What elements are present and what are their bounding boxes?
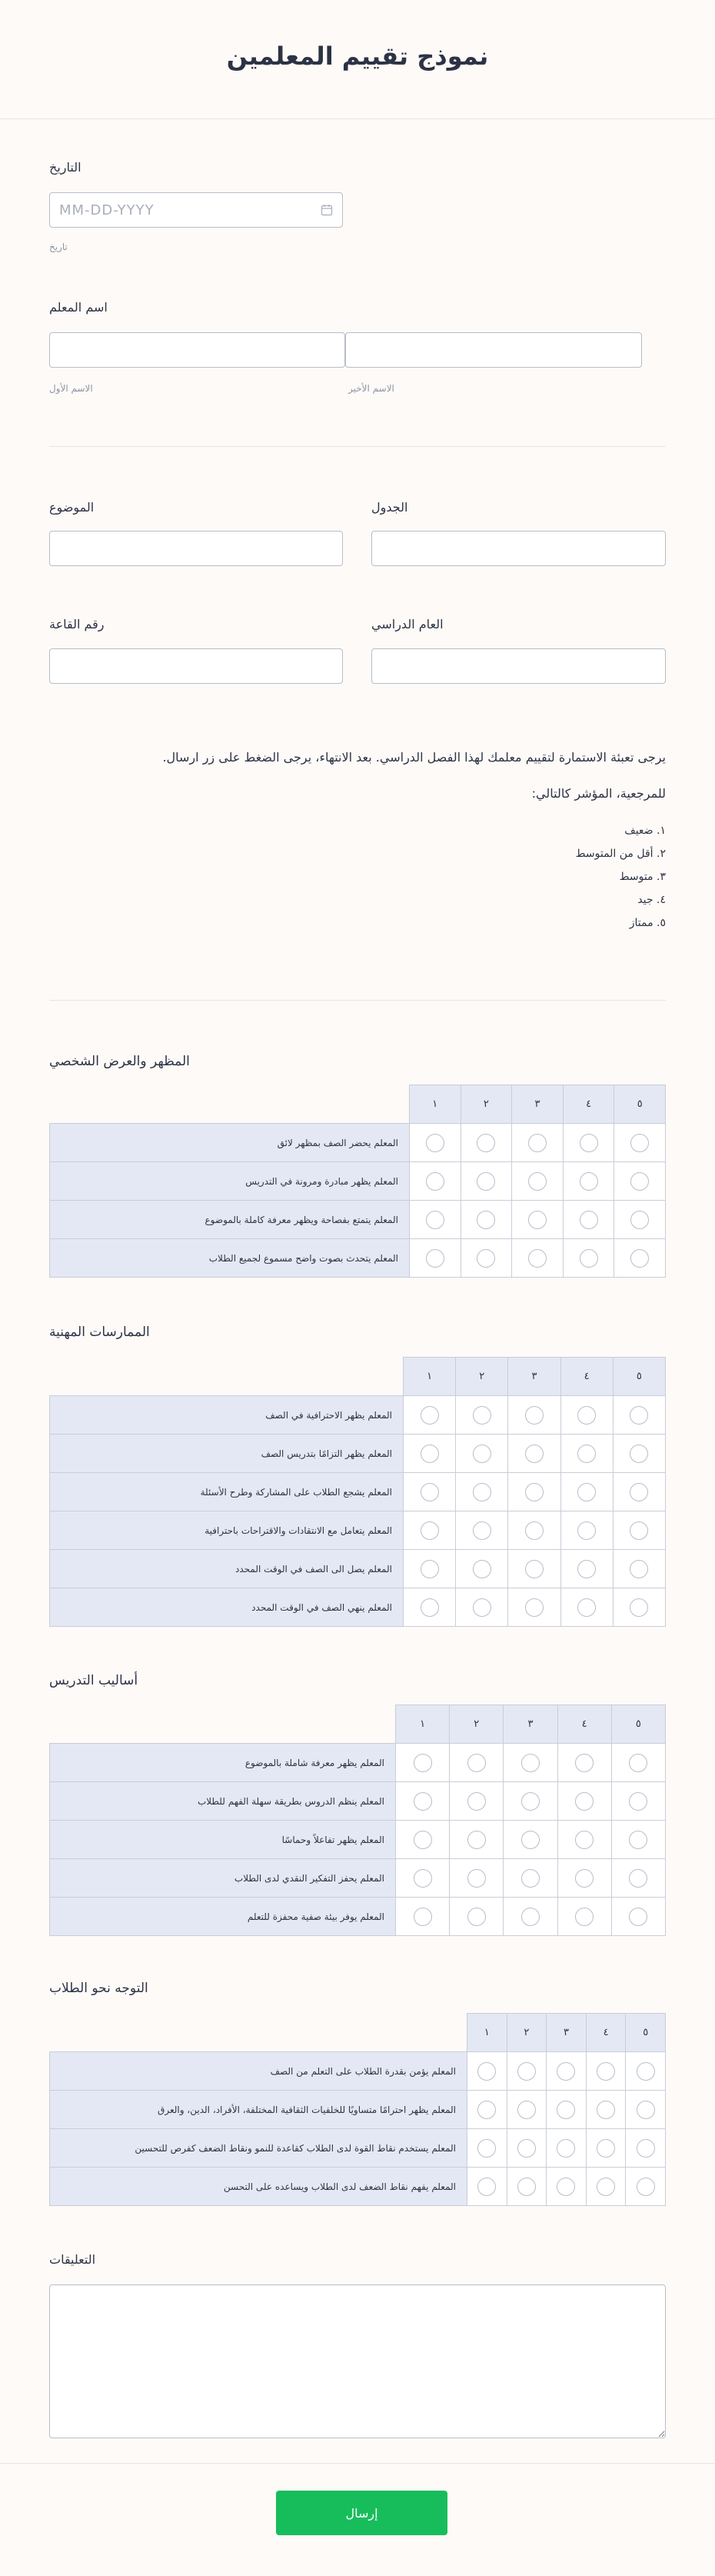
rating-radio[interactable] bbox=[637, 2139, 655, 2158]
year-label: العام الدراسي bbox=[371, 617, 444, 632]
teacher-name-label: اسم المعلم bbox=[49, 300, 108, 315]
rating-radio[interactable] bbox=[557, 2101, 575, 2119]
rating-radio[interactable] bbox=[421, 1521, 439, 1540]
rating-radio[interactable] bbox=[467, 1869, 486, 1888]
rating-radio[interactable] bbox=[580, 1134, 598, 1152]
question-label: المعلم يتحدث بصوت واضح مسموع لجميع الطلاب bbox=[50, 1239, 410, 1278]
rating-radio[interactable] bbox=[629, 1754, 647, 1772]
rating-radio[interactable] bbox=[637, 2101, 655, 2119]
rating-radio[interactable] bbox=[597, 2062, 615, 2081]
column-header: ١ bbox=[410, 1085, 461, 1124]
question-label: المعلم يظهر الاحترافية في الصف bbox=[50, 1396, 404, 1435]
rating-radio[interactable] bbox=[521, 1754, 540, 1772]
rating-radio[interactable] bbox=[575, 1792, 594, 1811]
rating-radio[interactable] bbox=[477, 2101, 496, 2119]
rating-radio[interactable] bbox=[414, 1754, 432, 1772]
rating-radio[interactable] bbox=[630, 1406, 648, 1425]
schedule-label: الجدول bbox=[371, 500, 408, 515]
year-input[interactable] bbox=[371, 648, 666, 684]
rating-radio[interactable] bbox=[580, 1211, 598, 1229]
column-header: ١ bbox=[404, 1358, 456, 1396]
scale-item-3: ٣. متوسط bbox=[619, 871, 666, 883]
rating-radio[interactable] bbox=[580, 1172, 598, 1191]
question-label: المعلم يتعامل مع الانتقادات والاقتراحات باحترافية bbox=[50, 1511, 404, 1550]
column-header: ٤ bbox=[563, 1085, 614, 1124]
last-name-input[interactable] bbox=[345, 332, 642, 368]
rating-radio[interactable] bbox=[421, 1406, 439, 1425]
rating-radio[interactable] bbox=[525, 1521, 544, 1540]
rating-radio[interactable] bbox=[597, 2139, 615, 2158]
rating-radio[interactable] bbox=[517, 2178, 536, 2196]
rating-radio[interactable] bbox=[473, 1560, 491, 1578]
rating-radio[interactable] bbox=[577, 1406, 596, 1425]
rating-radio[interactable] bbox=[575, 1908, 594, 1926]
table-row bbox=[50, 2129, 666, 2168]
rating-radio[interactable] bbox=[426, 1134, 444, 1152]
rating-radio[interactable] bbox=[477, 2178, 496, 2196]
rating-radio[interactable] bbox=[557, 2062, 575, 2081]
rating-radio[interactable] bbox=[477, 1249, 495, 1268]
column-header: ٥ bbox=[611, 1705, 665, 1744]
rating-radio[interactable] bbox=[630, 1211, 649, 1229]
table-row bbox=[50, 1396, 666, 1435]
rating-radio[interactable] bbox=[577, 1445, 596, 1463]
table-row bbox=[50, 1124, 666, 1162]
subject-input[interactable] bbox=[49, 531, 343, 566]
rating-radio[interactable] bbox=[577, 1521, 596, 1540]
rating-radio[interactable] bbox=[629, 1869, 647, 1888]
rating-radio[interactable] bbox=[597, 2178, 615, 2196]
rating-radio[interactable] bbox=[575, 1831, 594, 1849]
question-label: المعلم يحضر الصف بمظهر لائق bbox=[50, 1124, 410, 1162]
rating-radio[interactable] bbox=[467, 1831, 486, 1849]
rating-radio[interactable] bbox=[630, 1134, 649, 1152]
rating-radio[interactable] bbox=[637, 2178, 655, 2196]
column-header: ٢ bbox=[461, 1085, 512, 1124]
section-title: المظهر والعرض الشخصي bbox=[49, 1054, 190, 1069]
question-label: المعلم يفهم نقاط الضعف لدى الطلاب ويساعده على التحسن bbox=[50, 2168, 467, 2206]
rating-radio[interactable] bbox=[580, 1249, 598, 1268]
column-header: ٤ bbox=[560, 1358, 613, 1396]
rating-radio[interactable] bbox=[637, 2062, 655, 2081]
table-row bbox=[50, 2168, 666, 2206]
last-name-sublabel: الاسم الأخير bbox=[348, 383, 394, 394]
rating-radio[interactable] bbox=[477, 1134, 495, 1152]
rating-radio[interactable] bbox=[467, 1908, 486, 1926]
rating-radio[interactable] bbox=[630, 1560, 648, 1578]
table-row bbox=[50, 2091, 666, 2129]
room-input[interactable] bbox=[49, 648, 343, 684]
question-label: المعلم يصل الى الصف في الوقت المحدد bbox=[50, 1550, 404, 1588]
table-row bbox=[50, 1435, 666, 1473]
rating-radio[interactable] bbox=[414, 1792, 432, 1811]
column-header: ٥ bbox=[613, 1358, 665, 1396]
table-row bbox=[50, 1162, 666, 1201]
table-row bbox=[50, 1821, 666, 1859]
rating-radio[interactable] bbox=[629, 1831, 647, 1849]
rating-radio[interactable] bbox=[557, 2139, 575, 2158]
rating-radio[interactable] bbox=[521, 1908, 540, 1926]
question-label: المعلم يظهر معرفة شاملة بالموضوع bbox=[50, 1744, 396, 1782]
room-label: رقم القاعة bbox=[49, 617, 105, 632]
rating-radio[interactable] bbox=[521, 1831, 540, 1849]
question-label: المعلم ينظم الدروس بطريقة سهلة الفهم للطلاب bbox=[50, 1782, 396, 1821]
rating-radio[interactable] bbox=[577, 1483, 596, 1501]
column-header: ٥ bbox=[626, 2014, 666, 2052]
calendar-icon[interactable] bbox=[321, 204, 333, 216]
table-row bbox=[50, 1239, 666, 1278]
date-label: التاريخ bbox=[49, 160, 81, 175]
question-label: المعلم يوفر بيئة صفية محفزة للتعلم bbox=[50, 1898, 396, 1936]
question-label: المعلم يحفز التفكير النقدي لدى الطلاب bbox=[50, 1859, 396, 1898]
date-placeholder: MM-DD-YYYY bbox=[59, 202, 155, 218]
rating-radio[interactable] bbox=[517, 2101, 536, 2119]
rating-radio[interactable] bbox=[473, 1445, 491, 1463]
table-row bbox=[50, 1898, 666, 1936]
column-header: ٣ bbox=[508, 1358, 560, 1396]
rating-radio[interactable] bbox=[414, 1831, 432, 1849]
column-header: ٢ bbox=[450, 1705, 504, 1744]
rating-radio[interactable] bbox=[629, 1908, 647, 1926]
divider bbox=[49, 1000, 666, 1001]
date-input[interactable] bbox=[49, 192, 343, 228]
rating-radio[interactable] bbox=[528, 1172, 547, 1191]
form-title: نموذج تقييم المعلمين bbox=[226, 42, 489, 71]
rating-radio[interactable] bbox=[557, 2178, 575, 2196]
section-title: التوجه نحو الطلاب bbox=[49, 1981, 148, 1996]
rating-radio[interactable] bbox=[525, 1560, 544, 1578]
rating-radio[interactable] bbox=[426, 1249, 444, 1268]
form-header bbox=[0, 0, 715, 119]
column-header: ١ bbox=[467, 2014, 507, 2052]
rating-radio[interactable] bbox=[528, 1211, 547, 1229]
rating-radio[interactable] bbox=[575, 1754, 594, 1772]
rating-radio[interactable] bbox=[421, 1560, 439, 1578]
subject-label: الموضوع bbox=[49, 500, 95, 515]
rating-radio[interactable] bbox=[477, 2139, 496, 2158]
rating-radio[interactable] bbox=[630, 1521, 648, 1540]
table-row bbox=[50, 1782, 666, 1821]
rating-radio[interactable] bbox=[525, 1598, 544, 1617]
question-label: المعلم يؤمن بقدرة الطلاب على التعلم من الصف bbox=[50, 2052, 467, 2091]
rating-radio[interactable] bbox=[575, 1869, 594, 1888]
rating-matrix-students bbox=[49, 2013, 666, 2206]
rating-radio[interactable] bbox=[473, 1521, 491, 1540]
rating-radio[interactable] bbox=[577, 1560, 596, 1578]
column-header: ٣ bbox=[547, 2014, 587, 2052]
rating-radio[interactable] bbox=[630, 1483, 648, 1501]
rating-radio[interactable] bbox=[521, 1792, 540, 1811]
rating-radio[interactable] bbox=[630, 1249, 649, 1268]
rating-radio[interactable] bbox=[528, 1134, 547, 1152]
rating-matrix-appearance bbox=[49, 1085, 666, 1278]
rating-radio[interactable] bbox=[477, 1211, 495, 1229]
question-label: المعلم يستخدم نقاط القوة لدى الطلاب كقاعدة للنمو ونقاط الضعف كفرص للتحسين bbox=[50, 2129, 467, 2168]
rating-radio[interactable] bbox=[630, 1445, 648, 1463]
question-label: المعلم ينهي الصف في الوقت المحدد bbox=[50, 1588, 404, 1627]
column-header: ٢ bbox=[456, 1358, 508, 1396]
divider bbox=[49, 446, 666, 447]
rating-radio[interactable] bbox=[525, 1483, 544, 1501]
question-label: المعلم يظهر مبادرة ومرونة في التدريس bbox=[50, 1162, 410, 1201]
comments-textarea[interactable] bbox=[49, 2284, 666, 2438]
submit-button[interactable]: إرسال bbox=[276, 2491, 447, 2535]
rating-radio[interactable] bbox=[473, 1406, 491, 1425]
scale-item-5: ٥. ممتاز bbox=[629, 917, 666, 929]
column-header: ٥ bbox=[614, 1085, 666, 1124]
question-label: المعلم يظهر تفاعلاً وحماسًا bbox=[50, 1821, 396, 1859]
rating-radio[interactable] bbox=[467, 1754, 486, 1772]
question-label: المعلم يشجع الطلاب على المشاركة وطرح الأسئلة bbox=[50, 1473, 404, 1511]
scale-item-2: ٢. أقل من المتوسط bbox=[575, 848, 666, 860]
schedule-input[interactable] bbox=[371, 531, 666, 566]
rating-radio[interactable] bbox=[421, 1445, 439, 1463]
rating-radio[interactable] bbox=[629, 1792, 647, 1811]
column-header: ٤ bbox=[586, 2014, 626, 2052]
table-row bbox=[50, 1550, 666, 1588]
rating-radio[interactable] bbox=[577, 1598, 596, 1617]
rating-matrix-teaching bbox=[49, 1705, 666, 1936]
rating-radio[interactable] bbox=[517, 2139, 536, 2158]
table-row bbox=[50, 1744, 666, 1782]
section-title: أساليب التدريس bbox=[49, 1673, 138, 1688]
question-label: المعلم يتمتع بفصاحة ويظهر معرفة كاملة بالموضوع bbox=[50, 1201, 410, 1239]
rating-radio[interactable] bbox=[421, 1483, 439, 1501]
table-row bbox=[50, 1588, 666, 1627]
date-sublabel: تاريخ bbox=[49, 242, 68, 252]
rating-radio[interactable] bbox=[477, 1172, 495, 1191]
scale-item-1: ١. ضعيف bbox=[624, 825, 666, 837]
rating-radio[interactable] bbox=[528, 1249, 547, 1268]
column-header: ١ bbox=[396, 1705, 450, 1744]
rating-radio[interactable] bbox=[630, 1172, 649, 1191]
rating-radio[interactable] bbox=[426, 1172, 444, 1191]
rating-radio[interactable] bbox=[525, 1445, 544, 1463]
table-row bbox=[50, 1201, 666, 1239]
column-header: ٤ bbox=[557, 1705, 611, 1744]
instructions-text: يرجى تعبئة الاستمارة لتقييم معلمك لهذا الفصل الدراسي. بعد الانتهاء، يرجى الضغط على زر ارسال. bbox=[162, 750, 666, 765]
comments-label: التعليقات bbox=[49, 2252, 96, 2267]
rating-radio[interactable] bbox=[525, 1406, 544, 1425]
rating-radio[interactable] bbox=[477, 2062, 496, 2081]
question-label: المعلم يظهر التزامًا بتدريس الصف bbox=[50, 1435, 404, 1473]
rating-radio[interactable] bbox=[414, 1869, 432, 1888]
question-label: المعلم يظهر احترامًا متساويًا للخلفيات الثقافية المختلفة، الأفراد، الدين، والعرق bbox=[50, 2091, 467, 2129]
rating-radio[interactable] bbox=[426, 1211, 444, 1229]
rating-radio[interactable] bbox=[414, 1908, 432, 1926]
first-name-input[interactable] bbox=[49, 332, 345, 368]
column-header: ٢ bbox=[507, 2014, 547, 2052]
first-name-sublabel: الاسم الأول bbox=[49, 383, 93, 394]
table-row bbox=[50, 1473, 666, 1511]
section-title: الممارسات المهنية bbox=[49, 1325, 150, 1340]
rating-radio[interactable] bbox=[421, 1598, 439, 1617]
column-header: ٣ bbox=[504, 1705, 557, 1744]
column-header: ٣ bbox=[512, 1085, 564, 1124]
table-row bbox=[50, 1511, 666, 1550]
rating-radio[interactable] bbox=[517, 2062, 536, 2081]
rating-radio[interactable] bbox=[473, 1483, 491, 1501]
rating-radio[interactable] bbox=[467, 1792, 486, 1811]
rating-radio[interactable] bbox=[630, 1598, 648, 1617]
scale-reference: للمرجعية، المؤشر كالتالي: bbox=[531, 786, 666, 801]
rating-matrix-professional bbox=[49, 1357, 666, 1627]
table-row bbox=[50, 2052, 666, 2091]
rating-radio[interactable] bbox=[521, 1869, 540, 1888]
table-row bbox=[50, 1859, 666, 1898]
rating-radio[interactable] bbox=[473, 1598, 491, 1617]
rating-radio[interactable] bbox=[597, 2101, 615, 2119]
scale-item-4: ٤. جيد bbox=[637, 894, 666, 906]
